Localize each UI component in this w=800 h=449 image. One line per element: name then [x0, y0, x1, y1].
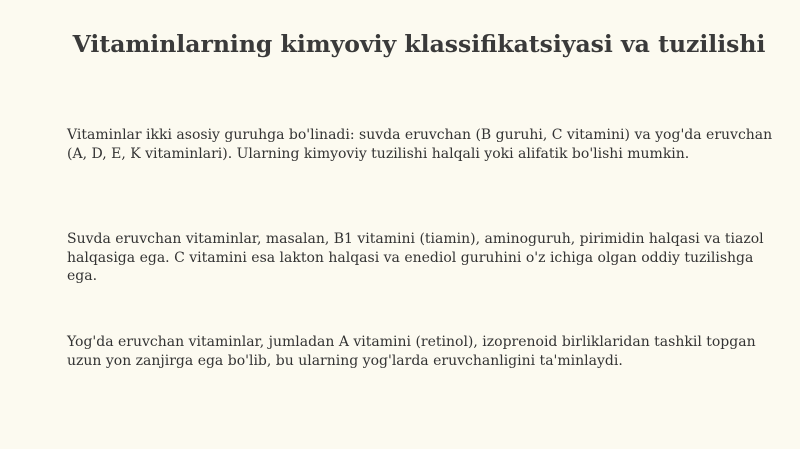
paragraph-water-soluble: Suvda eruvchan vitaminlar, masalan, B1 vitamini (tiamin), aminoguruh, pirimidin halqasi va tiazol halqasiga ega. C vitamini esa lakton halqasi va enediol guruhini o'z ichiga olgan oddiy tuzilishga ega.: [67, 231, 764, 284]
paragraph-fat-soluble: Yog'da eruvchan vitaminlar, jumladan A vitamini (retinol), izoprenoid birliklaridan tashkil topgan uzun yon zanjirga ega bo'lib, bu ularning yog'larda eruvchanligini ta'minlaydi.: [67, 334, 756, 369]
paragraph-vitamin-classes: Vitaminlar ikki asosiy guruhga bo'linadi: suvda eruvchan (B guruhi, C vitamini) va yog'da eruvchan (A, D, E, K vitaminlari). Ularning kimyoviy tuzilishi halqali yoki alifatik bo'lishi mumkin.: [67, 127, 773, 162]
slide-title: Vitaminlarning kimyoviy klassifikatsiyasi va tuzilishi: [72, 30, 766, 58]
